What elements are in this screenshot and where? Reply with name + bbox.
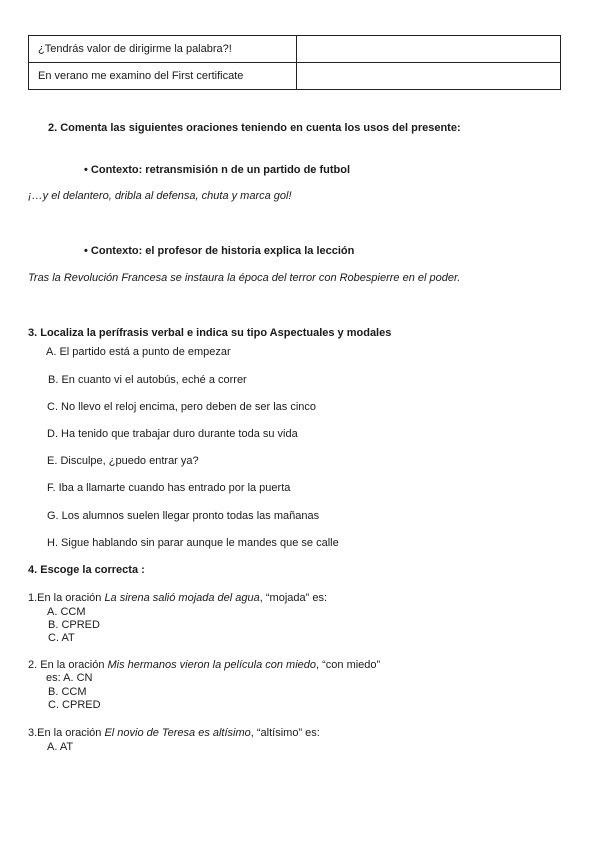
question-1-option: A. CCM bbox=[47, 606, 86, 618]
table-cell-sentence: ¿Tendrás valor de dirigirme la palabra?! bbox=[29, 36, 297, 63]
list-item: C. No llevo el reloj encima, pero deben de ser las cinco bbox=[47, 401, 317, 413]
question-1-prefix: 1.En la oración bbox=[28, 592, 105, 604]
context1-sentence: ¡…y el delantero, dribla al defensa, chuta y marca gol! bbox=[28, 190, 292, 202]
question-2-option: es: A. CN bbox=[46, 672, 93, 684]
question-1-suffix: , “mojada” es: bbox=[259, 592, 328, 604]
question-2-suffix: , “con miedo” bbox=[316, 659, 381, 671]
question-2-option: B. CCM bbox=[48, 686, 87, 698]
question-1 bbox=[28, 592, 327, 604]
table-cell-answer[interactable] bbox=[297, 36, 561, 63]
list-item: E. Disculpe, ¿puedo entrar ya? bbox=[47, 455, 199, 467]
list-item: D. Ha tenido que trabajar duro durante toda su vida bbox=[47, 428, 298, 440]
question-2 bbox=[28, 659, 380, 671]
question-1-sentence: La sirena salió mojada del agua bbox=[104, 592, 260, 604]
question-2-prefix: 2. En la oración bbox=[28, 659, 108, 671]
question-3-sentence: El novio de Teresa es altísimo bbox=[104, 727, 251, 739]
section2-title: 2. Comenta las siguientes oraciones teniendo en cuenta los usos del presente: bbox=[48, 122, 461, 134]
question-1-option: C. AT bbox=[48, 632, 75, 644]
question-3-prefix: 3.En la oración bbox=[28, 727, 105, 739]
question-1-option: B. CPRED bbox=[48, 619, 100, 631]
table-row bbox=[29, 63, 561, 90]
list-item: H. Sigue hablando sin parar aunque le mandes que se calle bbox=[47, 537, 339, 549]
answer-table bbox=[28, 35, 561, 90]
question-3-suffix: , “altísimo” es: bbox=[250, 727, 320, 739]
context2-heading: • Contexto: el profesor de historia explica la lección bbox=[84, 245, 355, 257]
question-2-sentence: Mis hermanos vieron la película con miedo bbox=[107, 659, 316, 671]
question-3-option: A. AT bbox=[47, 741, 74, 753]
list-item: A. El partido está a punto de empezar bbox=[46, 346, 231, 358]
context1-heading: • Contexto: retransmisión n de un partido de futbol bbox=[84, 164, 351, 176]
list-item: B. En cuanto vi el autobús, eché a correr bbox=[48, 374, 247, 386]
section3-title: 3. Localiza la perífrasis verbal e indica su tipo Aspectuales y modales bbox=[28, 327, 392, 339]
table-cell-answer[interactable] bbox=[297, 63, 561, 90]
question-3 bbox=[28, 727, 320, 739]
table-cell-sentence: En verano me examino del First certificate bbox=[29, 63, 297, 90]
context2-sentence: Tras la Revolución Francesa se instaura la época del terror con Robespierre en el poder. bbox=[28, 272, 461, 284]
list-item: F. Iba a llamarte cuando has entrado por la puerta bbox=[47, 482, 291, 494]
section4-title: 4. Escoge la correcta : bbox=[28, 564, 145, 576]
question-2-option: C. CPRED bbox=[48, 699, 101, 711]
table-row bbox=[29, 36, 561, 63]
list-item: G. Los alumnos suelen llegar pronto todas las mañanas bbox=[47, 510, 320, 522]
